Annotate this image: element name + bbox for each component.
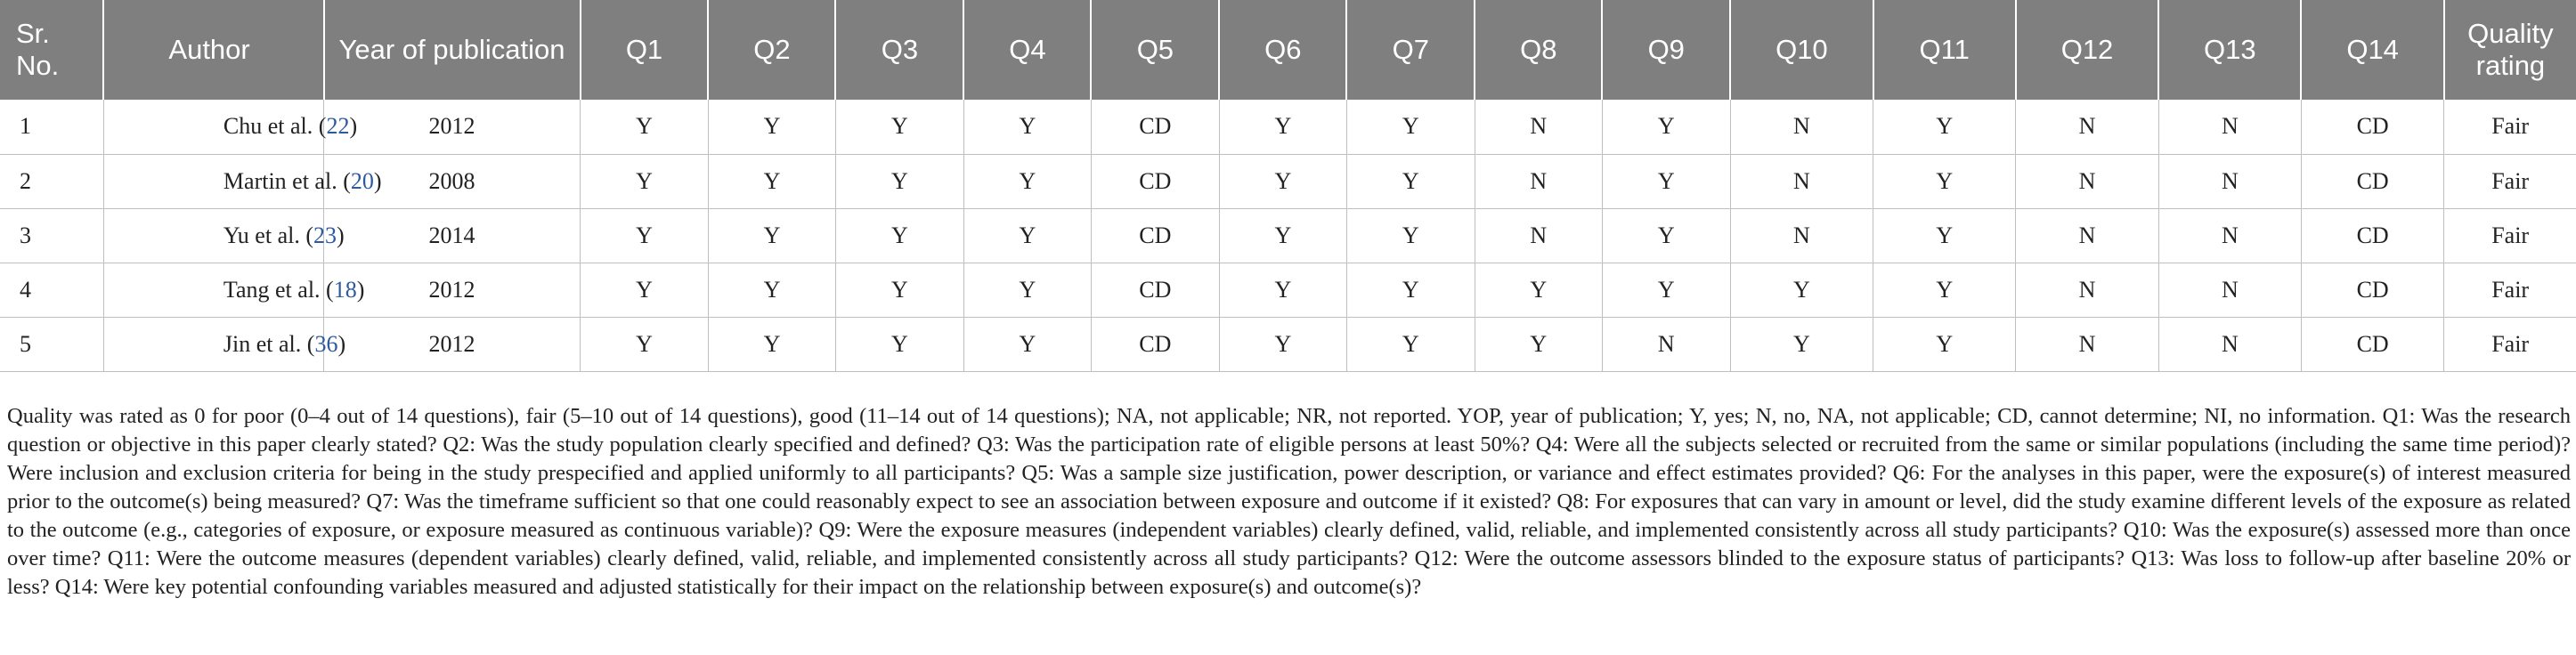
cell-q13: N: [2158, 263, 2301, 317]
cell-q5: CD: [1091, 208, 1219, 263]
cell-sr-no: 4: [0, 263, 103, 317]
header-q1: Q1: [581, 0, 709, 100]
cell-q5: CD: [1091, 154, 1219, 208]
cell-q3: Y: [835, 263, 963, 317]
reference-link[interactable]: 18: [333, 276, 357, 303]
author-name: Martin et al. (: [223, 167, 351, 194]
cell-q5: CD: [1091, 317, 1219, 371]
author-name: Chu et al. (: [223, 113, 327, 140]
cell-q11: Y: [1873, 263, 2016, 317]
table-row: [0, 317, 2576, 371]
author-close: ): [337, 330, 346, 357]
header-author: Author: [103, 0, 323, 100]
cell-q6: Y: [1219, 263, 1346, 317]
cell-q4: Y: [963, 208, 1091, 263]
cell-year: 2014: [324, 208, 581, 263]
cell-quality-rating: Fair: [2444, 263, 2576, 317]
table-row: [0, 263, 2576, 317]
cell-q7: Y: [1346, 263, 1475, 317]
cell-author: [103, 317, 346, 371]
header-q14: Q14: [2301, 0, 2443, 100]
cell-q1: Y: [581, 317, 709, 371]
table-header: [0, 0, 2576, 100]
cell-q7: Y: [1346, 208, 1475, 263]
cell-q2: Y: [708, 208, 835, 263]
cell-q11: Y: [1873, 100, 2016, 154]
cell-q10: Y: [1730, 263, 1873, 317]
author-name: Tang et al. (: [223, 276, 334, 303]
cell-q10: N: [1730, 154, 1873, 208]
cell-q12: N: [2016, 208, 2158, 263]
table-footnote: Quality was rated as 0 for poor (0–4 out of 14 questions), fair (5–10 out of 14 questions), good (11–14 out of 14 questions); NA, not applicable; NR, not reported. YOP, year of publication; Y, yes; N, no, NA, not applicable; CD, cannot determine; NI, no information. Q1: Was the research question or objective in this paper clearly stated? Q2: Was the study population clearly specified and defined? Q3: Was the participation rate of eligible persons at least 50%? Q4: Were all the subjects selected or recruited from the same or similar populations (including the same time period)? Were inclusion and exclusion criteria for being in the study prespecified and applied uniformly to all participants? Q5: Was a sample size justification, power description, or variance and effect estimates provided? Q6: For the analyses in this paper, were the exposure(s) of interest measured prior to the outcome(s) being measured? Q7: Was the timeframe sufficient so that one could reasonably expect to see an association between exposure and outcome if it existed? Q8: For exposures that can vary in amount or level, did the study examine different levels of the exposure as related to the outcome (e.g., categories of exposure, or exposure measured as continuous variable)? Q9: Were the exposure measures (independent variables) clearly defined, valid, reliable, and implemented consistently across all study participants? Q10: Was the exposure(s) assessed more than once over time? Q11: Were the outcome measures (dependent variables) clearly defined, valid, reliable, and implemented consistently across all study participants? Q12: Were the outcome assessors blinded to the exposure status of participants? Q13: Was loss to follow-up after baseline 20% or less? Q14: Were key potential confounding variables measured and adjusted statistically for their impact on the relationship between exposure(s) and outcome(s)?: [7, 404, 2571, 599]
cell-q8: N: [1475, 100, 1602, 154]
header-q2: Q2: [708, 0, 835, 100]
table-row: [0, 154, 2576, 208]
cell-q3: Y: [835, 208, 963, 263]
cell-q11: Y: [1873, 208, 2016, 263]
cell-q10: Y: [1730, 317, 1873, 371]
cell-q3: Y: [835, 100, 963, 154]
reference-link[interactable]: 22: [326, 113, 350, 140]
cell-q4: Y: [963, 154, 1091, 208]
cell-q10: N: [1730, 100, 1873, 154]
cell-q9: Y: [1602, 154, 1730, 208]
cell-q1: Y: [581, 154, 709, 208]
cell-sr-no: 5: [0, 317, 103, 371]
cell-q8: Y: [1475, 263, 1602, 317]
cell-q14: CD: [2301, 208, 2443, 263]
cell-q9: Y: [1602, 208, 1730, 263]
header-quality-rating: Quality rating: [2444, 0, 2576, 100]
cell-q14: CD: [2301, 154, 2443, 208]
header-q7: Q7: [1346, 0, 1475, 100]
cell-q8: N: [1475, 208, 1602, 263]
cell-q3: Y: [835, 317, 963, 371]
cell-q13: N: [2158, 208, 2301, 263]
cell-q2: Y: [708, 100, 835, 154]
cell-q5: CD: [1091, 100, 1219, 154]
cell-author: [103, 208, 345, 263]
cell-author: [103, 154, 382, 208]
cell-q12: N: [2016, 317, 2158, 371]
cell-sr-no: 3: [0, 208, 103, 263]
cell-q7: Y: [1346, 317, 1475, 371]
cell-q12: N: [2016, 263, 2158, 317]
cell-year: 2012: [324, 100, 581, 154]
cell-q4: Y: [963, 100, 1091, 154]
author-name: Jin et al. (: [223, 330, 315, 357]
cell-q11: Y: [1873, 317, 2016, 371]
cell-q11: Y: [1873, 154, 2016, 208]
cell-q14: CD: [2301, 100, 2443, 154]
author-close: ): [349, 113, 358, 140]
cell-sr-no: 1: [0, 100, 103, 154]
cell-q2: Y: [708, 317, 835, 371]
cell-q9: N: [1602, 317, 1730, 371]
cell-q12: N: [2016, 154, 2158, 208]
header-q6: Q6: [1219, 0, 1346, 100]
cell-q8: N: [1475, 154, 1602, 208]
cell-year: 2012: [324, 317, 581, 371]
cell-q5: CD: [1091, 263, 1219, 317]
cell-q9: Y: [1602, 263, 1730, 317]
table-body: [0, 100, 2576, 371]
author-close: ): [373, 167, 382, 194]
reference-link[interactable]: 36: [314, 330, 338, 357]
cell-q7: Y: [1346, 154, 1475, 208]
header-year: Year of publication: [324, 0, 581, 100]
cell-q4: Y: [963, 317, 1091, 371]
header-q13: Q13: [2158, 0, 2301, 100]
cell-q2: Y: [708, 154, 835, 208]
cell-q9: Y: [1602, 100, 1730, 154]
header-q5: Q5: [1091, 0, 1219, 100]
author-close: ): [356, 276, 365, 303]
cell-quality-rating: Fair: [2444, 100, 2576, 154]
cell-q2: Y: [708, 263, 835, 317]
cell-q13: N: [2158, 100, 2301, 154]
table-row: [0, 208, 2576, 263]
header-q9: Q9: [1602, 0, 1730, 100]
cell-q14: CD: [2301, 317, 2443, 371]
header-sr-no: Sr. No.: [0, 0, 103, 100]
header-q12: Q12: [2016, 0, 2158, 100]
author-name: Yu et al. (: [223, 222, 313, 248]
header-q8: Q8: [1475, 0, 1602, 100]
cell-q7: Y: [1346, 100, 1475, 154]
cell-q3: Y: [835, 154, 963, 208]
cell-q1: Y: [581, 100, 709, 154]
cell-year: 2008: [324, 154, 581, 208]
table-row: [0, 100, 2576, 154]
cell-quality-rating: Fair: [2444, 317, 2576, 371]
cell-q10: N: [1730, 208, 1873, 263]
header-q4: Q4: [963, 0, 1091, 100]
author-close: ): [337, 222, 345, 248]
header-q10: Q10: [1730, 0, 1873, 100]
cell-q6: Y: [1219, 100, 1346, 154]
cell-q1: Y: [581, 263, 709, 317]
header-q11: Q11: [1873, 0, 2016, 100]
cell-q6: Y: [1219, 154, 1346, 208]
cell-q13: N: [2158, 154, 2301, 208]
reference-link[interactable]: 23: [313, 222, 337, 248]
header-row: [0, 0, 2576, 100]
cell-quality-rating: Fair: [2444, 208, 2576, 263]
cell-q6: Y: [1219, 208, 1346, 263]
cell-year: 2012: [324, 263, 581, 317]
cell-q6: Y: [1219, 317, 1346, 371]
cell-q8: Y: [1475, 317, 1602, 371]
cell-sr-no: 2: [0, 154, 103, 208]
cell-q14: CD: [2301, 263, 2443, 317]
cell-author: [103, 100, 358, 154]
cell-quality-rating: Fair: [2444, 154, 2576, 208]
cell-q12: N: [2016, 100, 2158, 154]
cell-author: [103, 263, 365, 317]
cell-q13: N: [2158, 317, 2301, 371]
header-q3: Q3: [835, 0, 963, 100]
cell-q1: Y: [581, 208, 709, 263]
cell-q4: Y: [963, 263, 1091, 317]
reference-link[interactable]: 20: [350, 167, 374, 194]
